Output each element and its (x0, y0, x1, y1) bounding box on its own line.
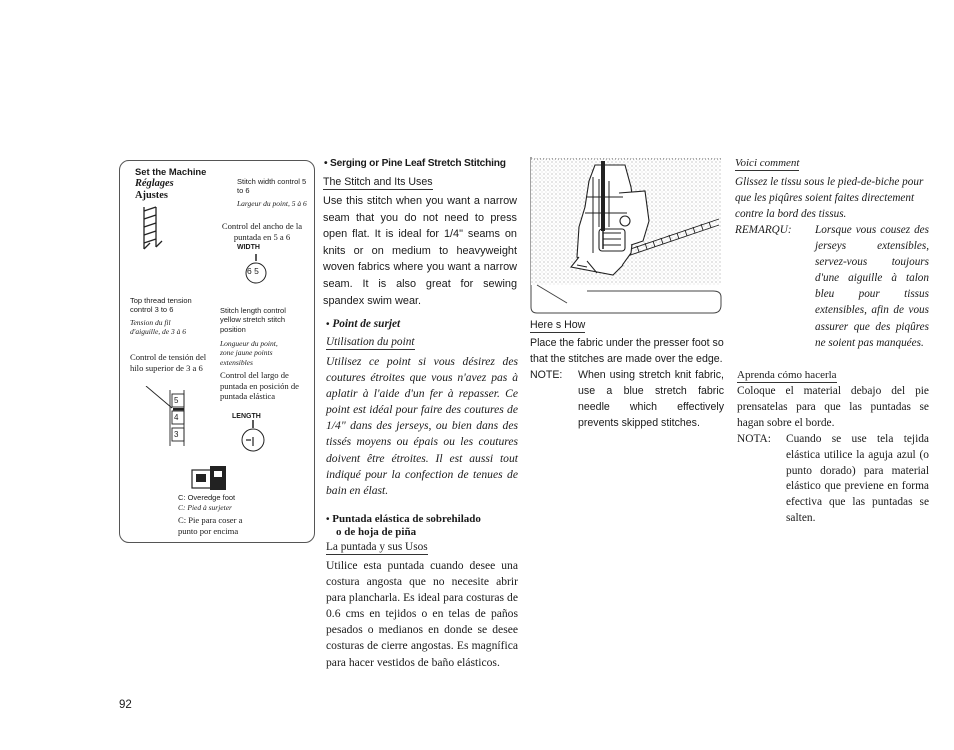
note-label-es: NOTA: (737, 433, 771, 445)
presser-foot-illustration (527, 157, 723, 315)
length-knob-label: LENGTH (232, 413, 261, 420)
width-knob-label: WIDTH (237, 244, 260, 251)
tension-label-es: Control de tensión del hilo superior de 3 a 6 (130, 352, 207, 373)
settings-heading-en: Set the Machine (135, 166, 207, 177)
width-label-es: Control del ancho de la puntada en 5 a 6 (221, 221, 303, 242)
note-label-fr: REMARQU: (735, 224, 792, 236)
note-body-es: Cuando se use tela tejida elástica utilice la aguja azul (o punto dorado) para material elástico que previene en forma efectiva que las puntadas se salten. (786, 433, 929, 524)
bullet-icon: • (324, 158, 328, 169)
howto-subheading-en: Here s How (530, 319, 586, 331)
length-label-en: Stitch length control yellow stretch stitch position (220, 306, 286, 334)
settings-heading-es: Ajustes (135, 190, 168, 201)
overedge-foot-icon (190, 466, 234, 492)
tension-scale-5: 5 (174, 396, 179, 405)
subheading-es: La puntada y sus Usos (326, 541, 428, 553)
width-label-fr: Largeur du point, 5 à 6 (237, 199, 307, 208)
length-label-fr: Longueur du point, zone jaune points extensibles (220, 339, 278, 367)
bullet-icon: • (326, 319, 330, 330)
page-number: 92 (119, 699, 132, 711)
bullet-icon: • (326, 514, 330, 525)
subheading-en: The Stitch and Its Uses (323, 176, 433, 188)
heading-fr: • Point de surjet (326, 318, 401, 330)
heading-es: • Puntada elástica de sobrehilado o de hoja de piña (326, 513, 481, 538)
body-es: Utilice esta puntada cuando desee una costura angosta que no necesite abrir para plancharla. Es ideal para costuras de 0.6 cms en tejidos o en telas de paños pesados o medianos en donde se desee costuras de cierre angostas. Es magnífica para hacer vestidos de baño elásticos. (326, 559, 518, 669)
tension-label-en: Top thread tension control 3 to 6 (130, 296, 192, 315)
foot-label-en: C: Overedge foot (178, 493, 236, 502)
overedge-stitch-icon (140, 203, 170, 255)
width-label-en: Stitch width control 5 to 6 (237, 177, 307, 196)
howto-body-es: Coloque el material debajo del pie prensatelas para que las puntadas se hagan sobre el borde. (737, 385, 929, 429)
heading-en: • Serging or Pine Leaf Stretch Stitching (324, 158, 506, 169)
tension-scale-4: 4 (174, 413, 179, 422)
length-label-es: Control del largo de puntada en posición de puntada elástica (220, 370, 299, 402)
tension-label-fr: Tension du fil d'aiguille, de 3 à 6 (130, 318, 186, 337)
body-fr: Utilisez ce point si vous désirez des coutures étroites que vous n'avez pas à aplatir à l'aide d'un fer à repasser. Ce point est idéal pour faire des coutures de 1/4" dans des jerseys, ou bien dans des tissés moyens ou épais ou les coutures doivent être étroites. Il est aussi tout indiqué pour la confection de tenues de bain en élast. (326, 355, 518, 497)
width-dial-value: 6 5 (247, 266, 259, 276)
note-body-en: When using stretch knit fabric, use a blue stretch fabric needle which effectively prevents skipped stitches. (578, 369, 724, 429)
howto-body-en: Place the fabric under the presser foot so that the stitches are made over the edge. (530, 337, 724, 365)
note-body-fr: Lorsque vous cousez des jerseys extensibles, servez-vous toujours d'une aiguille à talon bleu pour tissus extensibles, afin de vous assurer que des piqûres ne soient pas manquées. (815, 224, 929, 349)
length-dial-icon (236, 420, 270, 456)
subheading-fr: Utilisation du point (326, 336, 415, 348)
settings-heading-fr: Réglages (135, 178, 174, 189)
body-en: Use this stitch when you want a narrow seam that you do not need to press open flat. It is ideal for 1/4" seams on knits or on medium to heavyweight woven fabrics where you want a narrow seam. It is also great for sewing spandex swim wear. (323, 195, 517, 307)
foot-label-fr: C: Pied à surjeter (178, 503, 232, 512)
tension-dial-icon (142, 386, 192, 448)
foot-label-es: C: Pie para coser a punto por encima (178, 515, 243, 536)
howto-body-fr: Glissez le tissu sous le pied-de-biche pour que les piqûres soient faites directement contre la bord des tissus. (735, 176, 924, 221)
howto-subheading-fr: Voici comment (735, 157, 800, 169)
tension-scale-3: 3 (174, 430, 179, 439)
howto-subheading-es: Aprenda cómo hacerla (737, 369, 837, 381)
note-label-en: NOTE: (530, 369, 563, 381)
